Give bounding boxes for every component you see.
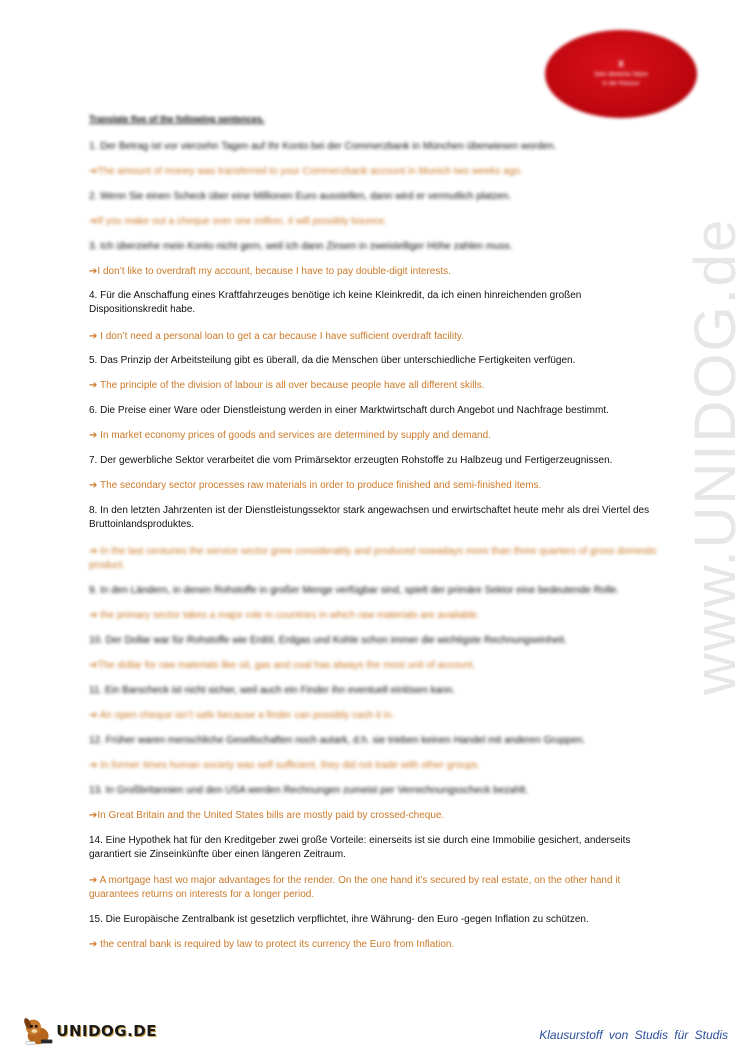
translation-3 <box>89 265 659 279</box>
arrow-icon: ➔ <box>89 710 98 721</box>
translation-6 <box>89 429 659 443</box>
sentence-10: 10. Der Dollar war für Rohstoffe wie Erdöl, Erdgas und Kohle schon immer die wichtigste Rechnungseinheit. <box>89 635 567 646</box>
translation-text: In former times human society was self sufficient, they did not trade with other groups. <box>97 760 481 771</box>
translation-10 <box>89 659 659 673</box>
exercise-content <box>89 112 659 950</box>
arrow-icon: ➔ <box>89 610 98 621</box>
footer-tagline: Klausurstoff von Studis für Studis <box>539 1028 728 1042</box>
exercise-heading: Translate five of the following sentences. <box>89 114 265 124</box>
translation-text: In the last centuries the service sector grew considerably and produced nowadays more than three quarters of gross domestic product. <box>89 546 658 571</box>
arrow-icon: ➔ <box>89 331 98 342</box>
arrow-icon: ➔ <box>89 266 98 277</box>
sentence-5: 5. Das Prinzip der Arbeitsteilung gibt es überall, da die Menschen über unterschiedliche Fertigkeiten verfügen. <box>89 355 576 366</box>
arrow-icon: ➔ <box>89 480 98 491</box>
arrow-icon: ➔ <box>89 546 98 557</box>
sentence-3: 3. Ich überziehe mein Konto nicht gern, weil ich dann Zinsen in zweistelliger Höhe zahlen muss. <box>89 241 513 252</box>
arrow-icon: ➔ <box>89 810 98 821</box>
translation-1 <box>89 165 659 179</box>
unidog-logo <box>22 1013 157 1049</box>
sentence-12: 12. Früher waren menschliche Gesellschaften noch autark, d.h. sie trieben keinen Handel mit anderen Gruppen. <box>89 735 586 746</box>
sentence-8: 8. In den letzten Jahrzenten ist der Dienstleistungssektor stark angewachsen und erwirtschaftet heute mehr als drei Viertel des Bruttoinlandsproduktes. <box>89 505 650 530</box>
exam-badge <box>545 30 697 118</box>
badge-number: X <box>617 58 624 69</box>
arrow-icon: ➔ <box>89 380 98 391</box>
arrow-icon: ➔ <box>89 216 98 227</box>
translation-13 <box>89 809 659 823</box>
translation-7 <box>89 479 659 493</box>
translation-text: I don’t need a personal loan to get a car because I have sufficient overdraft facility. <box>97 331 464 342</box>
arrow-icon: ➔ <box>89 660 98 671</box>
arrow-icon: ➔ <box>89 760 98 771</box>
sentence-4: 4. Für die Anschaffung eines Kraftfahrzeuges benötige ich keine Kleinkredit, da ich einen hinreichenden großen Dispositionskredit habe. <box>89 290 582 315</box>
sentence-1: 1. Der Betrag ist vor vierzehn Tagen auf Ihr Konto bei der Commerzbank in München überwiesen worden. <box>89 141 557 152</box>
sentence-11: 11. Ein Barscheck ist nicht sicher, weil auch ein Finder ihn eventuell einlösen kann. <box>89 685 456 696</box>
translation-text: If you make out a cheque over one million, it will possibly bounce. <box>97 216 387 227</box>
translation-2 <box>89 215 659 229</box>
sentence-2: 2. Wenn Sie einen Scheck über eine Millionen Euro ausstellen, dann wird er vermutlich platzen. <box>89 191 512 202</box>
watermark: www.UNIDOG.de <box>683 217 748 695</box>
sentence-15: 15. Die Europäische Zentralbank ist gesetzlich verpflichtet, ihre Währung- den Euro -gegen Inflation zu schützen. <box>89 914 589 925</box>
translation-8 <box>89 545 659 573</box>
translation-text: the primary sector takes a major role in countries in which raw materials are available. <box>97 610 480 621</box>
translation-4 <box>89 330 659 344</box>
logo-text: UNIDOG.DE <box>56 1022 157 1040</box>
translation-text: The amount of money was transferred to your Commerzbank account in Munich two weeks ago. <box>97 166 523 177</box>
translation-text: In market economy prices of goods and services are determined by supply and demand. <box>97 430 491 441</box>
arrow-icon: ➔ <box>89 430 98 441</box>
translation-9 <box>89 609 659 623</box>
arrow-icon: ➔ <box>89 875 98 886</box>
sentence-9: 9. In den Ländern, in denen Rohstoffe in großer Menge verfügbar sind, spielt der primäre Sektor eine bedeutende Rolle. <box>89 585 620 596</box>
translation-text: The secondary sector processes raw materials in order to produce finished and semi-finished items. <box>97 480 542 491</box>
translation-5 <box>89 379 659 393</box>
badge-text-line2: in der Klausur <box>602 80 640 87</box>
translation-12 <box>89 759 659 773</box>
translation-text: A mortgage hast wo major advantages for the render. On the one hand it’s secured by real estate, on the other hand it guarantees returns on interests for a longer period. <box>89 875 621 900</box>
translation-text: The principle of the division of labour is all over because people have all different skills. <box>97 380 485 391</box>
translation-14 <box>89 874 659 902</box>
arrow-icon: ➔ <box>89 166 98 177</box>
badge-text-line1: Sehr ähnliche Sätze <box>594 71 648 78</box>
sentence-6: 6. Die Preise einer Ware oder Dienstleistung werden in einer Marktwirtschaft durch Angebot und Nachfrage bestimmt. <box>89 405 609 416</box>
translation-11 <box>89 709 659 723</box>
translation-text: I don’t like to overdraft my account, because I have to pay double-digit interests. <box>97 266 451 277</box>
sentence-7: 7. Der gewerbliche Sektor verarbeitet die vom Primärsektor erzeugten Rohstoffe zu Halbzeug und Fertigerzeugnissen. <box>89 455 613 466</box>
translation-text: An open cheque isn’t safe because a finder can possibly cash it in. <box>97 710 395 721</box>
translation-text: the central bank is required by law to protect its currency the Euro from Inflation. <box>97 939 455 950</box>
translation-15 <box>89 938 659 952</box>
sentence-13: 13. In Großbritannien und den USA werden Rechnungen zumeist per Verrechnungsscheck bezahlt. <box>89 785 529 796</box>
translation-text: The dollar for raw materials like oil, gas and coal has always the most unit of account. <box>97 660 476 671</box>
dog-mascot-icon <box>22 1014 54 1048</box>
arrow-icon: ➔ <box>89 939 98 950</box>
sentence-14: 14. Eine Hypothek hat für den Kreditgeber zwei große Vorteile: einerseits ist sie durch eine Immobilie gesichert, anderseits garantiert sie Zinseinkünfte über einen längeren Zeitraum. <box>89 835 631 860</box>
translation-text: In Great Britain and the United States bills are mostly paid by crossed-cheque. <box>97 810 445 821</box>
